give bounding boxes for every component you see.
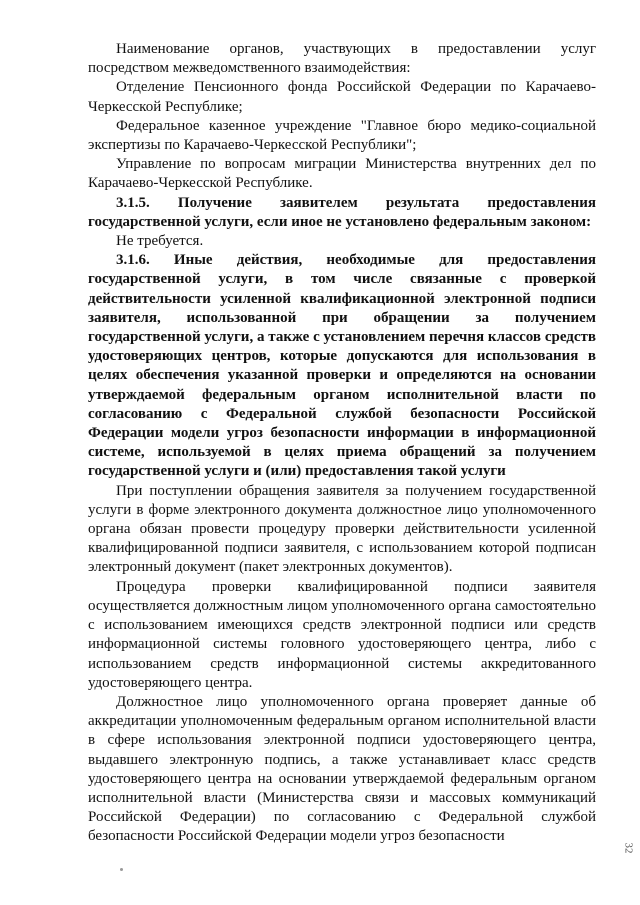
paragraph-pension-fund: Отделение Пенсионного фонда Российской Федерации по Карачаево-Черкесской Республике; xyxy=(88,79,596,115)
paragraph-check-procedure: Процедура проверки квалифицированной подписи заявителя осуществляется должностным лицом уполномоченного органа самостоятельно с использованием имеющихся средств электронной подписи или средств информационной системы головного удостоверяющего центра, либо с использованием средств информационной системы аккредитованного удостоверяющего центра. xyxy=(88,578,596,691)
paragraph-signature-check: При поступлении обращения заявителя за получением государственной услуги в форме электронного документа должностное лицо уполномоченного органа обязан провести процедуру проверки действительности усиленной квалифицированной подписи заявителя, с использованием которой подписан электронный документ (пакет электронных документов). xyxy=(88,482,596,576)
page-number: 32 xyxy=(622,842,635,854)
paragraph-not-required: Не требуется. xyxy=(116,233,204,250)
paragraph-agencies-intro: Наименование органов, участвующих в предоставлении услуг посредством межведомственного взаимодействия: xyxy=(88,41,596,77)
document-page xyxy=(88,40,596,847)
section-heading-3-1-6: 3.1.6. Иные действия, необходимые для предоставления государственной услуги, в том числе связанные с проверкой действительности усиленной квалификационной электронной подписи заявителя, использованной при обращении за получением государственной услуги, а также с установлением перечня классов средств удостоверяющих центров, которые допускаются для использования в целях обеспечения указанной проверки и определяются на основании утверждаемой федеральным органом исполнительной власти по согласованию с Федеральной службой безопасности Российской Федерации модели угроз безопасности информации в информационной системе, используемой в целях приема обращений за получением государственной услуги и (или) предоставления такой услуги xyxy=(88,252,596,480)
section-heading-3-1-5: 3.1.5. Получение заявителем результата предоставления государственной услуги, если иное не установлено федеральным законом: xyxy=(88,194,596,230)
scan-mark xyxy=(120,868,123,871)
paragraph-official-verifies: Должностное лицо уполномоченного органа проверяет данные об аккредитации уполномоченным федеральным органом исполнительной власти в сфере использования электронной подписи удостоверяющего центра, выдавшего электронную подпись, а также устанавливает класс средств удостоверяющего центра на основании утверждаемой федеральным органом исполнительной власти (Министерства связи и массовых коммуникаций Российской Федерации) по согласованию с Федеральной службой безопасности Российской Федерации модели угроз безопасности xyxy=(88,693,596,845)
paragraph-migration-office: Управление по вопросам миграции Министерства внутренних дел по Карачаево-Черкесской Республике. xyxy=(88,156,596,192)
paragraph-medical-bureau: Федеральное казенное учреждение "Главное бюро медико-социальной экспертизы по Карачаево-Черкесской Республики"; xyxy=(88,117,596,154)
